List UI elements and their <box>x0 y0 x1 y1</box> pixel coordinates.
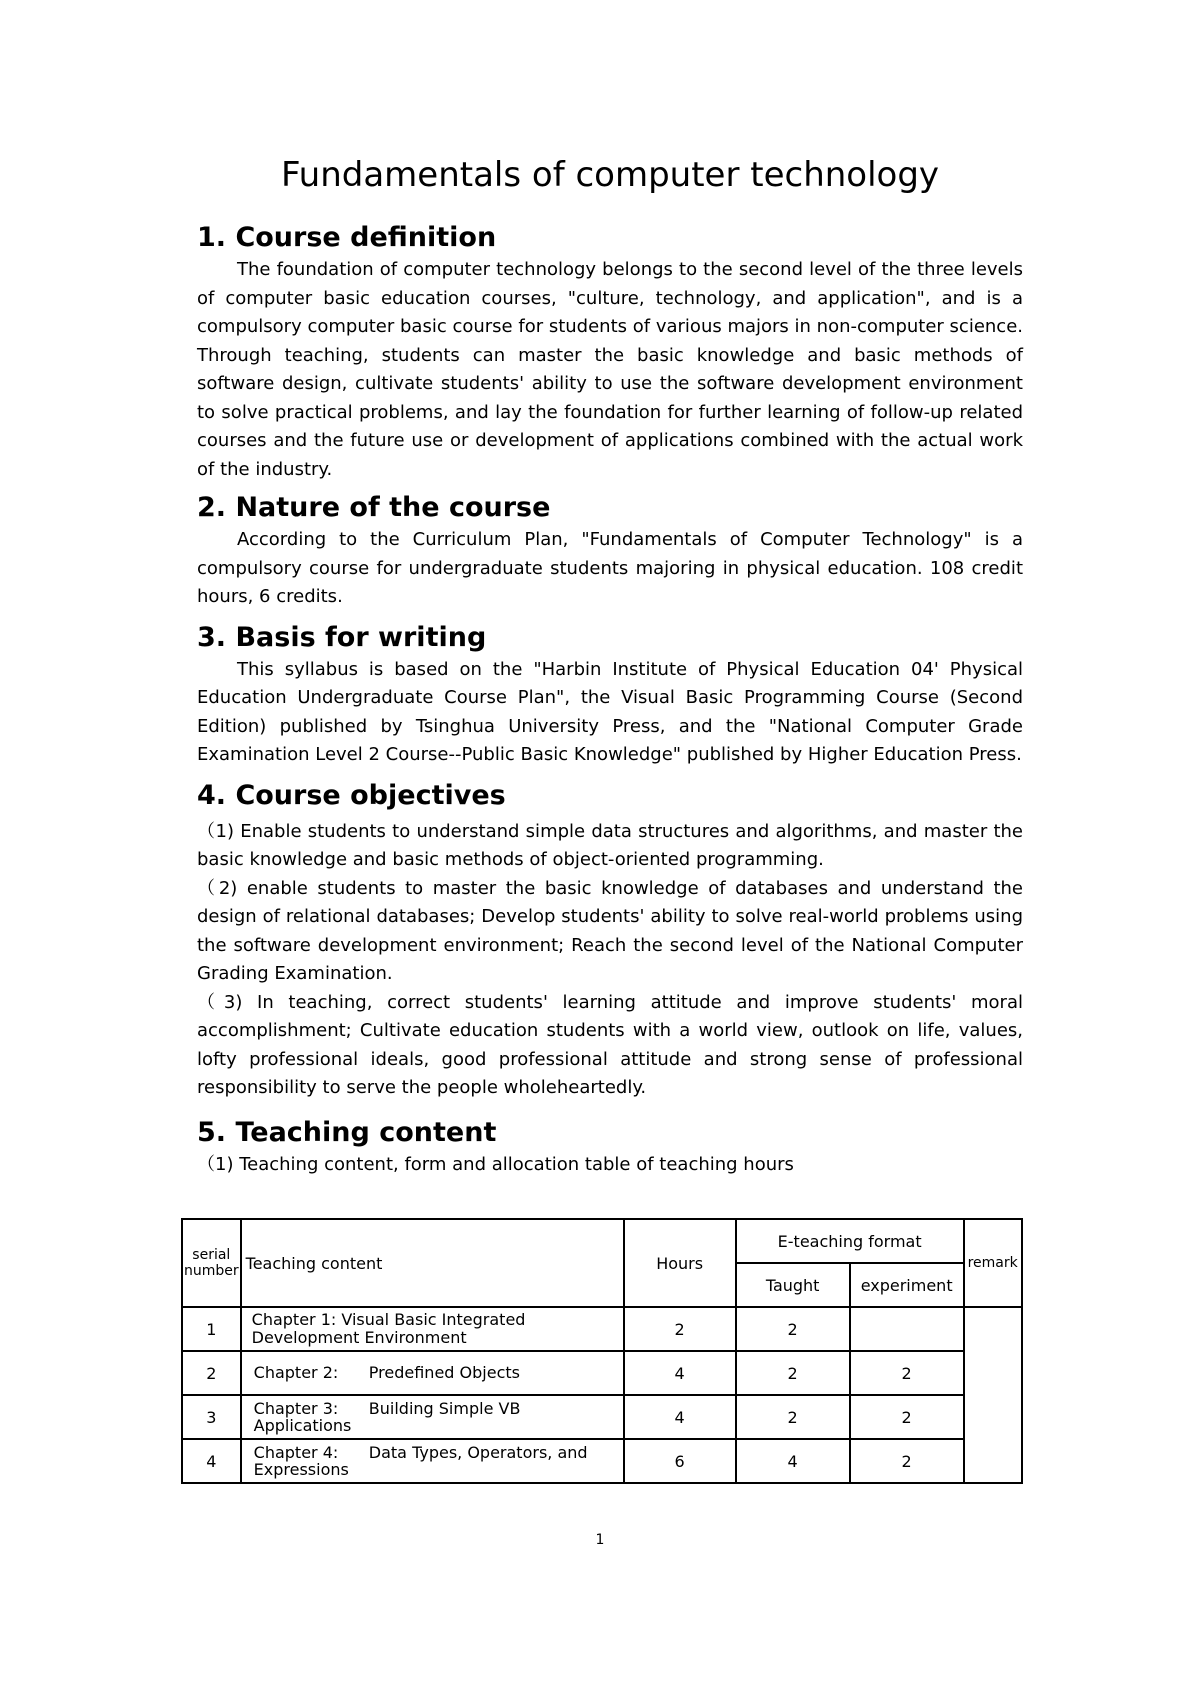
table-header-serial: serial number <box>182 1219 241 1307</box>
table-header-hours: Hours <box>624 1219 736 1307</box>
table-header-remark: remark <box>964 1219 1022 1307</box>
table-row <box>182 1307 1022 1351</box>
table-header-format: E-teaching format <box>736 1219 964 1263</box>
table-cell-hours: 4 <box>624 1395 736 1439</box>
section-body-nature: According to the Curriculum Plan, "Fundamentals of Computer Technology" is a compulsory course for undergraduate students majoring in physical education. 108 credit hours, 6 credits. <box>197 529 1023 607</box>
table-cell-content: Chapter 2: Predefined Objects <box>241 1351 624 1395</box>
table-row <box>182 1439 1022 1483</box>
section-heading-nature: 2. Nature of the course <box>197 492 551 523</box>
table-header-content: Teaching content <box>241 1219 624 1307</box>
section-heading-course-definition: 1. Course definition <box>197 222 497 253</box>
teaching-hours-table-wrap <box>181 1218 1023 1484</box>
table-cell-experiment: 2 <box>850 1395 964 1439</box>
table-cell-hours: 6 <box>624 1439 736 1483</box>
page-number: 1 <box>595 1532 605 1548</box>
document-title: Fundamentals of computer technology <box>280 155 940 195</box>
section-body-basis: This syllabus is based on the "Harbin Institute of Physical Education 04' Physical Education Undergraduate Course Plan", the Visual Basic Programming Course (Second Edition) published by Tsinghua University Press, and the "National Computer Grade Examination Level 2 Course--Public Basic Knowledge" published by Higher Education Press. <box>197 658 1023 765</box>
section-heading-objectives: 4. Course objectives <box>197 779 506 811</box>
section-body-course-definition: The foundation of computer technology belongs to the second level of the three levels of computer basic education courses, "culture, technology, and application", and is a compulsory computer basic course for students of various majors in non-computer science. Through teaching, students can master the basic knowledge and basic methods of software design, cultivate students' ability to use the software development environment to solve practical problems, and lay the foundation for further learning of follow-up related courses and the future use or development of applications combined with the actual work of the industry. <box>197 259 1023 480</box>
table-cell-taught: 2 <box>736 1351 850 1395</box>
table-cell-taught: 2 <box>736 1307 850 1351</box>
table-header-experiment: experiment <box>850 1263 964 1307</box>
table-cell-content: Chapter 1: Visual Basic Integrated Development Environment <box>241 1307 624 1351</box>
table-cell-experiment <box>850 1307 964 1351</box>
document-body <box>197 152 1023 1179</box>
table-cell-remark <box>964 1307 1022 1483</box>
table-cell-content: Chapter 3: Building Simple VB Applications <box>241 1395 624 1439</box>
table-cell-content: Chapter 4: Data Types, Operators, and Expressions <box>241 1439 624 1483</box>
section-heading-teaching-content: 5. Teaching content <box>197 1116 497 1148</box>
objective-item: （3) In teaching, correct students' learning attitude and improve students' moral accomplishment; Cultivate education students with a world view, outlook on life, values, lofty professional ideals, good professional attitude and strong sense of professional responsibility to serve the people wholeheartedly. <box>197 991 1023 1098</box>
table-row <box>182 1351 1022 1395</box>
table-cell-hours: 2 <box>624 1307 736 1351</box>
table-cell-taught: 2 <box>736 1395 850 1439</box>
objective-item: （2) enable students to master the basic knowledge of databases and understand the design of relational databases; Develop students' ability to solve real-world problems using the software development environment; Reach the second level of the National Computer Grading Examination. <box>197 877 1023 984</box>
table-cell-serial: 4 <box>182 1439 241 1483</box>
table-cell-taught: 4 <box>736 1439 850 1483</box>
table-cell-experiment: 2 <box>850 1351 964 1395</box>
table-header-taught: Taught <box>736 1263 850 1307</box>
table-row <box>182 1395 1022 1439</box>
table-cell-experiment: 2 <box>850 1439 964 1483</box>
teaching-hours-table <box>181 1218 1023 1484</box>
table-cell-serial: 3 <box>182 1395 241 1439</box>
section-heading-basis: 3. Basis for writing <box>197 621 487 653</box>
table-cell-hours: 4 <box>624 1351 736 1395</box>
table-cell-serial: 2 <box>182 1351 241 1395</box>
table-caption: （1) Teaching content, form and allocation table of teaching hours <box>197 1153 794 1175</box>
table-cell-serial: 1 <box>182 1307 241 1351</box>
objective-item: （1) Enable students to understand simple data structures and algorithms, and master the basic knowledge and basic methods of object-oriented programming. <box>197 820 1023 870</box>
